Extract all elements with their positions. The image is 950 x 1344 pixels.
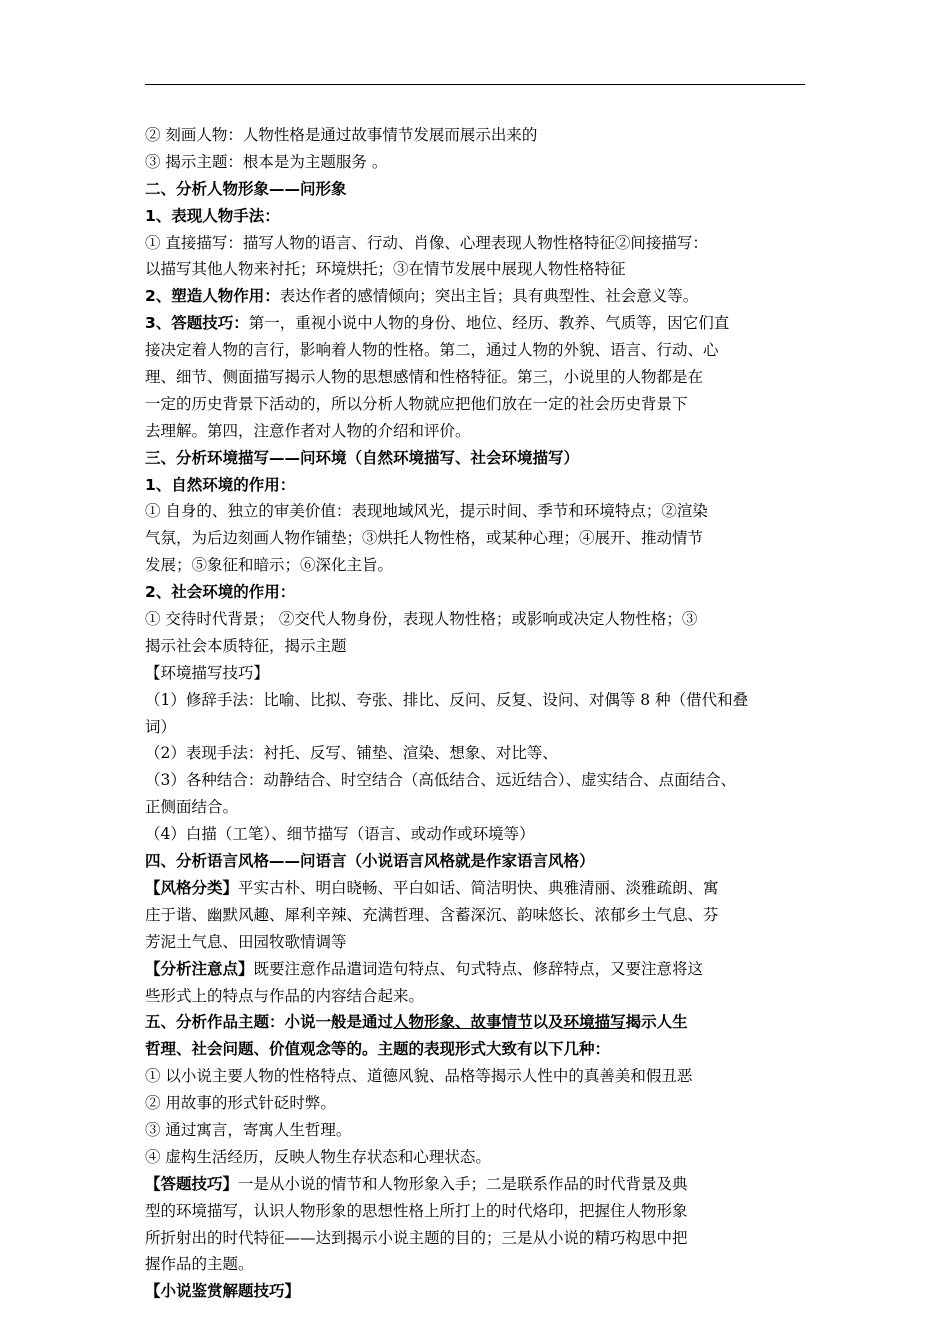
- text-segment: ② 用故事的形式针砭时弊。: [145, 1094, 336, 1113]
- text-line: [145, 606, 807, 633]
- text-line: [145, 929, 807, 956]
- text-segment: 既要注意作品遣词造句特点、句式特点、修辞特点，又要注意将这: [253, 959, 704, 978]
- text-segment: ① 直接描写：描写人物的语言、行动、肖像、心理表现人物性格特征②间接描写：: [145, 233, 708, 252]
- text-line: [145, 956, 807, 983]
- text-segment: 2、社会环境的作用：: [145, 583, 296, 602]
- text-segment: 【分析注意点】: [145, 959, 254, 978]
- text-line: [145, 498, 807, 525]
- text-line: [145, 794, 807, 821]
- text-segment: （3）各种结合：动静结合、时空结合（高低结合、远近结合）、虚实结合、点面结合、: [145, 771, 737, 790]
- text-segment: 【答题技巧】: [145, 1174, 239, 1193]
- text-line: [145, 579, 807, 606]
- text-segment: 发展；⑤象征和暗示；⑥深化主旨。: [145, 556, 394, 575]
- text-line: [145, 203, 807, 230]
- text-segment: 【小说鉴赏解题技巧】: [145, 1282, 301, 1301]
- text-segment: （4）白描（工笔）、细节描写（语言、或动作或环境等）: [145, 825, 535, 844]
- document-body: [145, 122, 807, 1305]
- text-segment: 1、表现人物手法：: [145, 206, 280, 225]
- text-segment: 五、分析作品主题：: [145, 1013, 285, 1032]
- text-line: [145, 1251, 807, 1278]
- text-segment: ① 以小说主要人物的性格特点、道德风貌、品格等揭示人性中的真善美和假丑恶: [145, 1067, 693, 1086]
- text-line: [145, 848, 807, 875]
- text-line: [145, 1063, 807, 1090]
- text-line: [145, 714, 807, 741]
- text-segment: 2、塑造人物作用：: [145, 287, 280, 306]
- text-segment: 词）: [145, 717, 177, 736]
- text-segment: 一定的历史背景下活动的，所以分析人物就应把他们放在一定的社会历史背景下: [145, 394, 688, 413]
- text-line: [145, 1144, 807, 1171]
- text-segment: 庄于谐、幽默风趣、犀利辛辣、充满哲理、含蓄深沉、韵味悠长、浓郁乡土气息、芬: [145, 905, 719, 924]
- text-segment: 第一，重视小说中人物的身份、地位、经历、教养、气质等，因它们直: [248, 314, 730, 333]
- text-segment: ① 自身的、独立的审美价值：表现地域风光，提示时间、季节和环境特点；②渲染: [145, 502, 708, 521]
- text-segment: 揭示人生: [625, 1013, 688, 1032]
- text-line: [145, 525, 807, 552]
- text-line: [145, 633, 807, 660]
- text-segment: ② 刻画人物：人物性格是通过故事情节发展而展示出来的: [145, 126, 538, 144]
- text-line: [145, 337, 807, 364]
- text-segment: 三、分析环境描写——问环境（自然环境描写、社会环境描写）: [145, 448, 580, 467]
- text-segment: 所折射出的时代特征——达到揭示小说主题的目的；三是从小说的精巧构思中把: [145, 1228, 688, 1247]
- text-segment: 去理解。第四，注意作者对人物的介绍和评价。: [145, 421, 471, 440]
- text-line: [145, 1171, 807, 1198]
- text-segment: 3、答题技巧：: [145, 314, 249, 333]
- text-line: [145, 1198, 807, 1225]
- text-segment: （2）表现手法：衬托、反写、铺垫、渲染、想象、对比等、: [145, 744, 558, 763]
- text-segment: 环境描写: [563, 1013, 626, 1032]
- text-line: [145, 256, 807, 283]
- text-line: [145, 875, 807, 902]
- text-line: [145, 660, 807, 687]
- text-line: [145, 176, 807, 203]
- text-line: [145, 902, 807, 929]
- text-segment: 二、分析人物形象——问形象: [145, 179, 347, 198]
- text-segment: 型的环境描写，认识人物形象的思想性格上所打上的时代烙印，把握住人物形象: [145, 1201, 688, 1220]
- text-line: [145, 740, 807, 767]
- text-line: [145, 283, 807, 310]
- text-line: [145, 1009, 807, 1036]
- text-segment: 以及: [532, 1013, 564, 1032]
- text-line: [145, 552, 807, 579]
- text-segment: ③ 通过寓言，寄寓人生哲理。: [145, 1120, 352, 1139]
- text-segment: ① 交待时代背景； ②交代人物身份，表现人物性格；或影响或决定人物性格；③: [145, 610, 698, 629]
- text-segment: （1）修辞手法：比喻、比拟、夸张、排比、反问、反复、设问、对偶等 8 种（借代和叠: [145, 690, 749, 709]
- text-line: [145, 364, 807, 391]
- header-rule: [145, 84, 805, 85]
- text-line: [145, 1117, 807, 1144]
- text-segment: 理、细节、侧面描写揭示人物的思想感情和性格特征。第三，小说里的人物都是在: [145, 368, 704, 387]
- text-line: [145, 445, 807, 472]
- text-line: [145, 122, 807, 149]
- text-segment: 气氛，为后边刻画人物作铺垫；③烘托人物性格，或某种心理；④展开、推动情节: [145, 529, 704, 548]
- text-line: [145, 149, 807, 176]
- text-line: [145, 687, 807, 714]
- text-line: [145, 1225, 807, 1252]
- text-segment: 四、分析语言风格——问语言（小说语言风格就是作家语言风格）: [145, 852, 595, 871]
- text-segment: 平实古朴、明白晓畅、平白如话、简洁明快、典雅清丽、淡雅疏朗、寓: [238, 878, 719, 897]
- text-segment: 哲理、社会问题、价值观念等的。主题的表现形式大致有以下几种：: [145, 1040, 611, 1059]
- text-line: [145, 1090, 807, 1117]
- text-line: [145, 983, 807, 1010]
- text-segment: 揭示社会本质特征，揭示主题: [145, 636, 347, 655]
- text-line: [145, 418, 807, 445]
- text-line: [145, 230, 807, 257]
- text-segment: 【风格分类】: [145, 878, 239, 897]
- text-segment: 以描写其他人物来衬托；环境烘托；③在情节发展中展现人物性格特征: [145, 260, 626, 279]
- text-line: [145, 821, 807, 848]
- text-line: [145, 391, 807, 418]
- text-segment: ④ 虚构生活经历，反映人物生存状态和心理状态。: [145, 1147, 491, 1166]
- text-segment: 正侧面结合。: [145, 798, 239, 817]
- text-line: [145, 1036, 807, 1063]
- text-segment: 接决定着人物的言行，影响着人物的性格。第二，通过人物的外貌、语言、行动、心: [145, 341, 719, 360]
- text-line: [145, 767, 807, 794]
- text-segment: 握作品的主题。: [145, 1255, 254, 1274]
- text-segment: 表达作者的感情倾向；突出主旨；具有典型性、社会意义等。: [279, 287, 699, 306]
- text-segment: 一是从小说的情节和人物形象入手；二是联系作品的时代背景及典: [238, 1174, 688, 1193]
- text-segment: 1、自然环境的作用：: [145, 475, 296, 494]
- text-line: [145, 310, 807, 337]
- text-segment: 小说一般是通过: [284, 1013, 394, 1032]
- text-line: [145, 472, 807, 499]
- text-segment: 些形式上的特点与作品的内容结合起来。: [145, 986, 425, 1005]
- text-segment: 芳泥土气息、田园牧歌情调等: [145, 932, 347, 951]
- text-segment: 人物形象、故事情节: [393, 1013, 533, 1032]
- text-segment: ③ 揭示主题：根本是为主题服务 。: [145, 152, 388, 171]
- text-segment: 【环境描写技巧】: [145, 663, 270, 682]
- text-line: [145, 1278, 807, 1305]
